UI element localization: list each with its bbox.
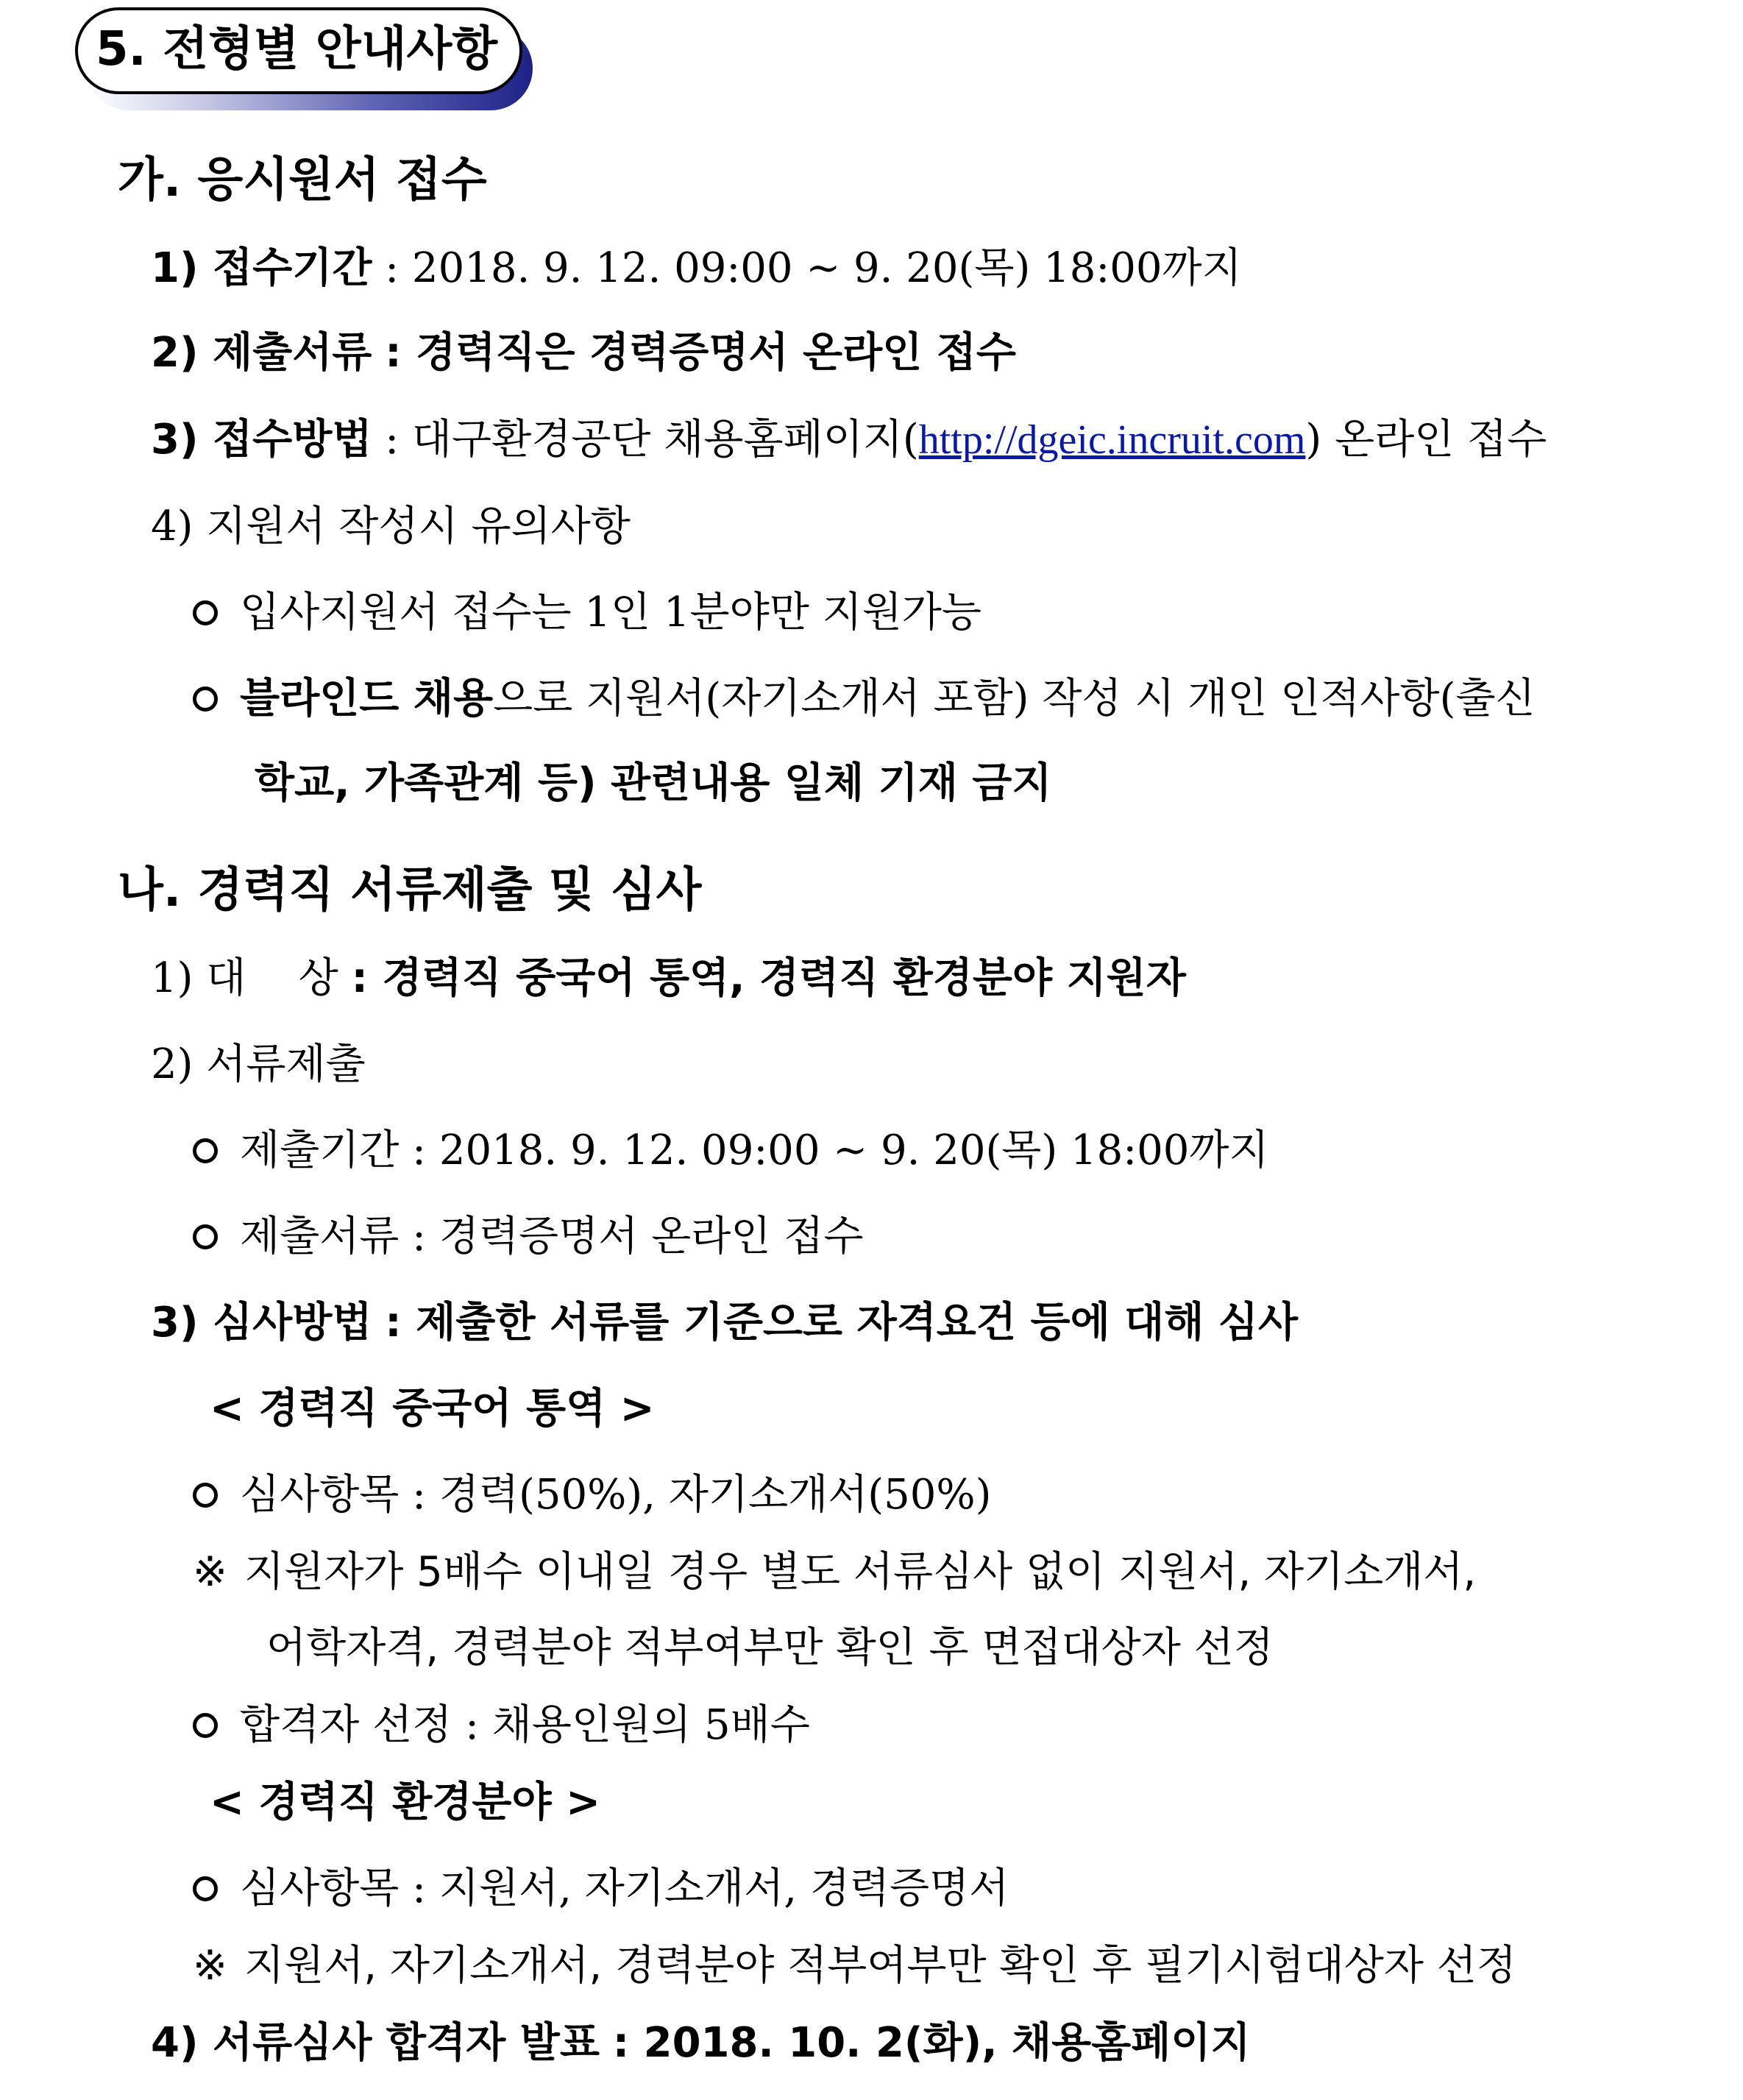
item-value: : 경력직은 경력증명서 온라인 접수 — [385, 329, 1016, 377]
item-label: 3) 심사방법 — [151, 1299, 372, 1347]
item-label: 1) 접수기간 — [151, 244, 372, 292]
item-value: : 제출한 서류를 기준으로 자격요건 등에 대해 심사 — [385, 1299, 1299, 1347]
item-value-prefix: : 대구환경공단 채용홈페이지( — [385, 416, 919, 464]
item-value: : 경력직 중국어 통역, 경력직 환경분야 지원자 — [351, 954, 1186, 1002]
item-label: 4) 지원서 작성시 유의사항 — [151, 503, 631, 550]
circle-bullet-icon — [193, 687, 218, 712]
section-a-bullet1 — [193, 583, 981, 642]
sub1-bullet2 — [193, 1696, 810, 1755]
circle-bullet-icon — [193, 600, 218, 625]
section-a-bullet2-continued: 학교, 가족관계 등) 관련내용 일체 기재 금지 — [255, 759, 1052, 807]
section-b-bullet-period — [193, 1121, 1269, 1180]
item-label: 3) 접수방법 — [151, 416, 372, 464]
circle-bullet-icon — [193, 1876, 218, 1901]
reference-mark: ※ — [193, 1548, 227, 1596]
bullet-text: 심사항목 : 경력(50%), 자기소개서(50%) — [240, 1471, 992, 1519]
page-title: 5. 전형별 안내사항 — [96, 22, 498, 77]
section-a-bullet2 — [193, 670, 1536, 728]
sub1-heading: < 경력직 중국어 통역 > — [210, 1385, 655, 1433]
sub2-bullet1 — [193, 1859, 1009, 1918]
section-b-heading: 나. 경력직 서류제출 및 심사 — [118, 863, 702, 918]
item-value: : 2018. 9. 12. 09:00 ~ 9. 20(목) 18:00까지 — [385, 244, 1242, 292]
sub2-note — [193, 1937, 1516, 1996]
section-b-item3 — [151, 1294, 1298, 1352]
circle-bullet-icon — [193, 1483, 218, 1508]
section-a-item2 — [151, 324, 1016, 383]
note-text: 지원서, 자기소개서, 경력분야 적부여부만 확인 후 필기시험대상자 선정 — [244, 1942, 1516, 1990]
section-a-heading: 가. 응시원서 접수 — [118, 153, 487, 207]
bullet-text: 입사지원서 접수는 1인 1분야만 지원가능 — [240, 589, 981, 636]
circle-bullet-icon — [193, 1138, 218, 1163]
section-b-item4 — [151, 2014, 1251, 2073]
item-value: : 2018. 10. 2(화), 채용홈페이지 — [612, 2019, 1251, 2067]
sub1-note — [193, 1543, 1476, 1602]
bullet-text: 심사항목 : 지원서, 자기소개서, 경력증명서 — [240, 1865, 1009, 1912]
section-a-item4 — [151, 497, 631, 556]
item-label: 4) 서류심사 합격자 발표 — [151, 2019, 600, 2067]
item-value-suffix: ) 온라인 접수 — [1305, 416, 1547, 464]
bullet-text: 제출기간 : 2018. 9. 12. 09:00 ~ 9. 20(목) 18:00까지 — [240, 1127, 1269, 1174]
bullet-text: 으로 지원서(자기소개서 포함) 작성 시 개인 인적사항(출신 — [493, 675, 1536, 723]
section-a-item1 — [151, 239, 1242, 298]
bullet-text: 제출서류 : 경력증명서 온라인 접수 — [240, 1213, 864, 1260]
circle-bullet-icon — [193, 1713, 218, 1738]
note-text: 지원자가 5배수 이내일 경우 별도 서류심사 없이 지원서, 자기소개서, — [244, 1548, 1477, 1596]
item-label: 1) 대 상 — [151, 954, 338, 1002]
bullet-text-bold: 블라인드 채용 — [240, 675, 494, 723]
recruit-homepage-link[interactable]: http://dgeic.incruit.com — [918, 417, 1306, 463]
circle-bullet-icon — [193, 1224, 218, 1249]
reference-mark: ※ — [193, 1942, 227, 1990]
section-b-bullet-docs — [193, 1207, 863, 1266]
sub1-note-continued: 어학자격, 경력분야 적부여부만 확인 후 면접대상자 선정 — [266, 1624, 1274, 1672]
section-b-item2: 2) 서류제출 — [151, 1040, 366, 1088]
sub2-heading: < 경력직 환경분야 > — [210, 1778, 601, 1826]
section-a-item3 — [151, 411, 1547, 469]
sub1-bullet1 — [193, 1466, 991, 1525]
bullet-text: 합격자 선정 : 채용인원의 5배수 — [240, 1701, 810, 1749]
section-b-item1 — [151, 949, 1186, 1008]
item-label: 2) 제출서류 — [151, 329, 372, 377]
